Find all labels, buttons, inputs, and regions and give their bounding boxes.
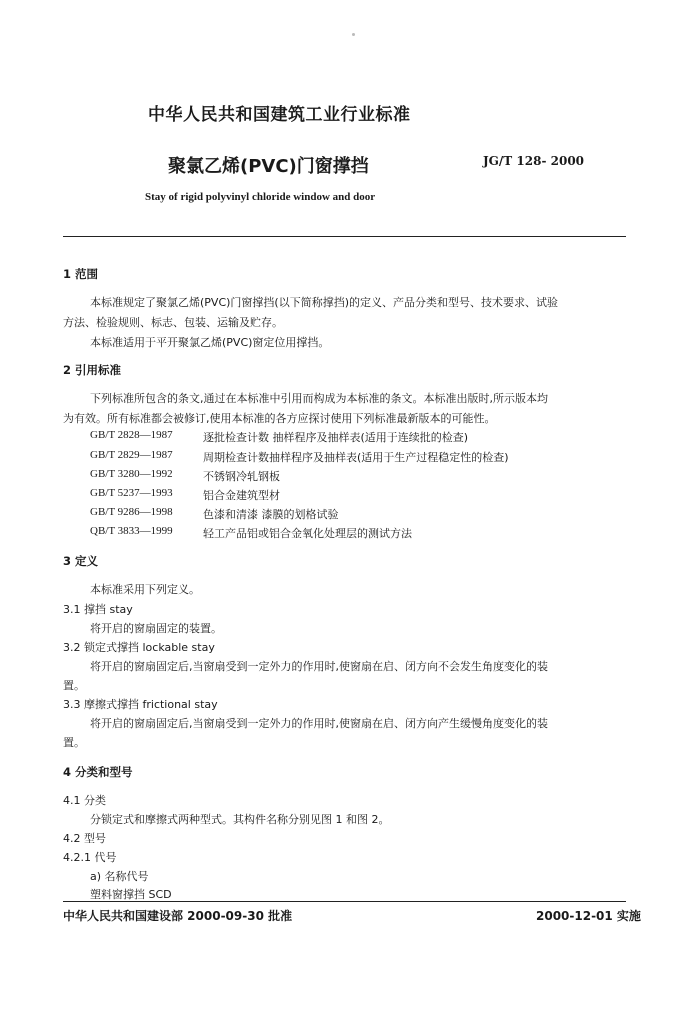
document-title: 聚氯乙烯(PVC)门窗撑挡 <box>168 156 369 177</box>
list-item-a: a) 名称代号 <box>90 870 149 883</box>
section-2-para-line: 为有效。所有标准都会被修订,使用本标准的各方应探讨使用下列标准最新版本的可能性。 <box>63 412 496 425</box>
scan-speck <box>352 33 355 36</box>
reference-code: GB/T 2828—1987 <box>90 429 173 441</box>
section-2-heading: 2 引用标准 <box>63 363 122 377</box>
reference-code: GB/T 9286—1998 <box>90 506 173 518</box>
reference-code: GB/T 3280—1992 <box>90 468 173 480</box>
title-divider <box>63 236 626 237</box>
reference-title: 逐批检查计数 抽样程序及抽样表(适用于连续批的检查) <box>203 431 469 444</box>
clause-4-2-1-heading: 4.2.1 代号 <box>63 851 117 864</box>
clause-4-1-heading: 4.1 分类 <box>63 794 106 807</box>
english-title: Stay of rigid polyvinyl chloride window and door <box>145 191 376 203</box>
reference-title: 周期检查计数抽样程序及抽样表(适用于生产过程稳定性的检查) <box>203 451 509 464</box>
approval-line: 中华人民共和国建设部 2000-09-30 批准 <box>63 909 293 923</box>
definition-3-3-body-line: 置。 <box>63 736 85 749</box>
standard-number: JG/T 128- 2000 <box>483 154 585 168</box>
reference-code: GB/T 2829—1987 <box>90 449 173 461</box>
effective-date: 2000-12-01 实施 <box>536 909 641 923</box>
section-1-para-line: 本标准规定了聚氯乙烯(PVC)门窗撑挡(以下简称撑挡)的定义、产品分类和型号、技术要求、试验 <box>90 296 559 309</box>
section-2-para-line: 下列标准所包含的条文,通过在本标准中引用而构成为本标准的条文。本标准出版时,所示版本均 <box>90 392 548 405</box>
reference-code: QB/T 3833—1999 <box>90 525 173 537</box>
reference-title: 铝合金建筑型材 <box>203 489 280 502</box>
section-3-heading: 3 定义 <box>63 554 99 568</box>
reference-code: GB/T 5237—1993 <box>90 487 173 499</box>
definition-3-3-body-line: 将开启的窗扇固定后,当窗扇受到一定外力的作用时,使窗扇在启、闭方向产生缓慢角度变化的装 <box>90 717 548 730</box>
section-1-para-2: 本标准适用于平开聚氯乙烯(PVC)窗定位用撑挡。 <box>90 336 330 349</box>
section-3-intro: 本标准采用下列定义。 <box>90 583 200 596</box>
definition-3-1-heading: 3.1 撑挡 stay <box>63 603 133 616</box>
reference-title: 轻工产品铝或铝合金氧化处理层的测试方法 <box>203 527 412 540</box>
definition-3-2-heading: 3.2 锁定式撑挡 lockable stay <box>63 641 215 654</box>
reference-title: 色漆和清漆 漆膜的划格试验 <box>203 508 339 521</box>
definition-3-2-body-line: 置。 <box>63 679 85 692</box>
section-1-para-line: 方法、检验规则、标志、包装、运输及贮存。 <box>63 316 283 329</box>
definition-3-3-heading: 3.3 摩擦式撑挡 frictional stay <box>63 698 218 711</box>
section-4-heading: 4 分类和型号 <box>63 765 133 779</box>
reference-title: 不锈钢冷轧钢板 <box>203 470 280 483</box>
definition-3-1-body: 将开启的窗扇固定的装置。 <box>90 622 222 635</box>
issuing-body-header: 中华人民共和国建筑工业行业标准 <box>148 105 411 125</box>
clause-4-2-heading: 4.2 型号 <box>63 832 106 845</box>
section-1-heading: 1 范围 <box>63 267 99 281</box>
footer-divider <box>63 901 626 902</box>
definition-3-2-body-line: 将开启的窗扇固定后,当窗扇受到一定外力的作用时,使窗扇在启、闭方向不会发生角度变化的装 <box>90 660 548 673</box>
list-item-a-value: 塑料窗撑挡 SCD <box>90 888 172 901</box>
clause-4-1-body: 分锁定式和摩擦式两种型式。其构件名称分别见图 1 和图 2。 <box>90 813 390 826</box>
